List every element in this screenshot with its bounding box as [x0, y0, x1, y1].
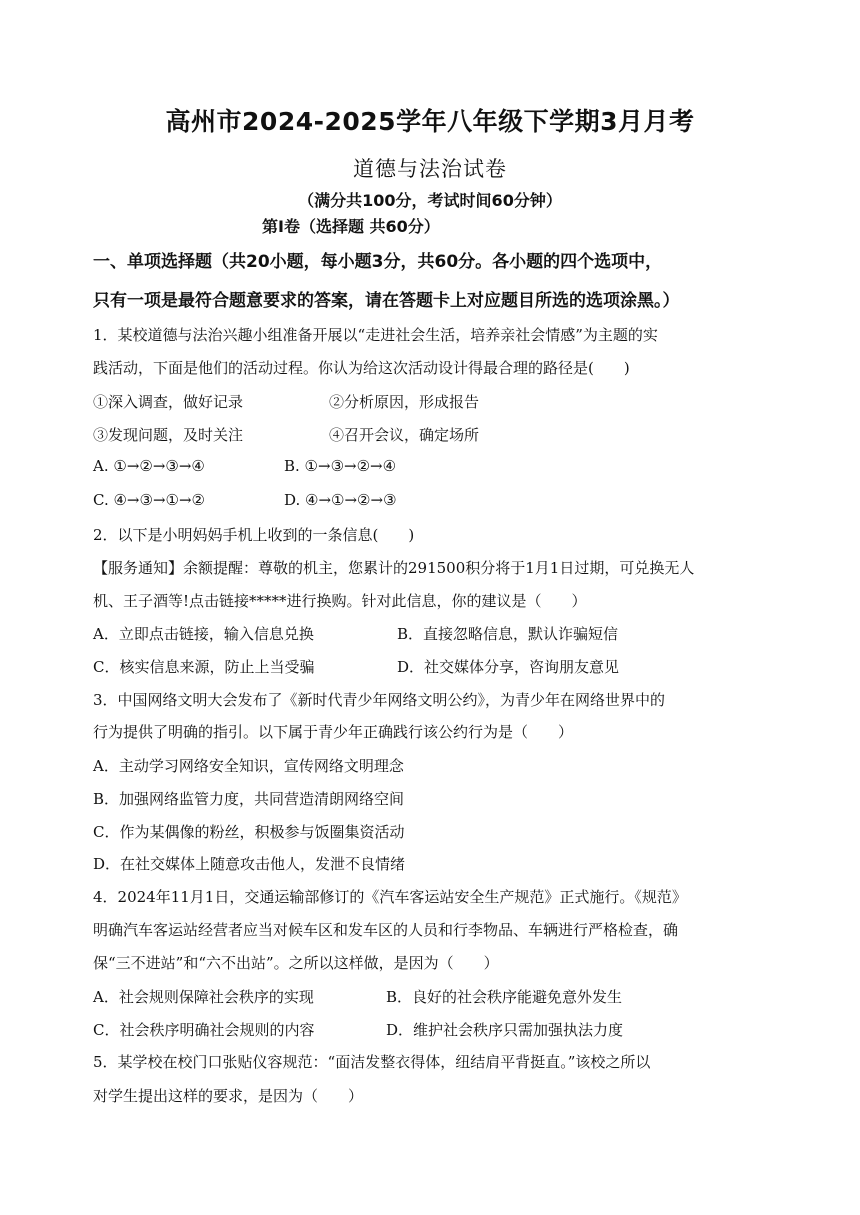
question-3-stem: 3．中国网络文明大会发布了《新时代青少年网络文明公约》，为青少年在网络世界中的: [93, 691, 666, 709]
instruction-line: 只有一项是最符合题意要求的答案，请在答题卡上对应题目所选的选项涂黑。）: [93, 291, 680, 311]
section-label: 第Ⅰ卷（选择题 共60分）: [262, 217, 440, 236]
question-4-option-b: B．良好的社会秩序能避免意外发生: [386, 988, 623, 1006]
question-2-option-a: A．立即点击链接，输入信息兑换: [93, 625, 314, 643]
instruction-line: 一、单项选择题（共20小题，每小题3分，共60分。各小题的四个选项中，: [93, 252, 663, 272]
question-4-stem: 4．2024年11月1日，交通运输部修订的《汽车客运站安全生产规范》正式施行。《规范》: [93, 888, 687, 906]
question-1-option-b: B. ①→③→②→④: [284, 457, 397, 475]
exam-info: （满分共100分，考试时间60分钟）: [298, 191, 562, 210]
question-1-option-a: A. ①→②→③→④: [93, 457, 205, 475]
question-4-stem: 保“三不进站”和“六不出站”。之所以这样做，是因为（ ）: [93, 954, 499, 972]
question-1-item: ②分析原因，形成报告: [329, 393, 480, 411]
exam-subject: 道德与法治试卷: [353, 157, 507, 181]
question-3-option-c: C．作为某偶像的粉丝，积极参与饭圈集资活动: [93, 823, 405, 841]
question-1-option-c: C. ④→③→①→②: [93, 491, 205, 509]
question-1-stem: 1．某校道德与法治兴趣小组准备开展以“走进社会生活，培养亲社会情感”为主题的实: [93, 326, 658, 344]
question-4-option-c: C．社会秩序明确社会规则的内容: [93, 1021, 315, 1039]
question-2-option-c: C．核实信息来源，防止上当受骗: [93, 658, 315, 676]
question-1-option-d: D. ④→①→②→③: [284, 491, 397, 509]
question-2-stem: 机、王子酒等!点击链接*****进行换购。针对此信息，你的建议是（ ）: [93, 592, 587, 610]
question-5-stem: 5．某学校在校门口张贴仪容规范：“面洁发整衣得体，纽结肩平背挺直。”该校之所以: [93, 1053, 651, 1071]
question-4-option-a: A．社会规则保障社会秩序的实现: [93, 988, 314, 1006]
question-2-stem: 2．以下是小明妈妈手机上收到的一条信息( ): [93, 526, 415, 544]
question-1-item: ①深入调查，做好记录: [93, 393, 244, 411]
question-5-stem: 对学生提出这样的要求，是因为（ ）: [93, 1087, 364, 1105]
question-2-stem: 【服务通知】余额提醒：尊敬的机主，您累计的291500积分将于1月1日过期，可兑换无人: [93, 559, 695, 577]
question-3-option-d: D．在社交媒体上随意攻击他人，发泄不良情绪: [93, 855, 406, 873]
exam-title: 高州市2024-2025学年八年级下学期3月月考: [165, 107, 695, 136]
question-1-item: ④召开会议，确定场所: [329, 426, 480, 444]
question-1-stem: 践活动，下面是他们的活动过程。你认为给这次活动设计得最合理的路径是( ): [93, 359, 630, 377]
question-3-option-b: B．加强网络监管力度，共同营造清朗网络空间: [93, 790, 405, 808]
question-3-stem: 行为提供了明确的指引。以下属于青少年正确践行该公约行为是（ ）: [93, 723, 574, 741]
question-2-option-b: B．直接忽略信息，默认诈骗短信: [397, 625, 619, 643]
question-3-option-a: A．主动学习网络安全知识，宣传网络文明理念: [93, 757, 404, 775]
question-1-item: ③发现问题，及时关注: [93, 426, 244, 444]
question-4-stem: 明确汽车客运站经营者应当对候车区和发车区的人员和行李物品、车辆进行严格检查，确: [93, 921, 679, 939]
question-2-option-d: D．社交媒体分享，咨询朋友意见: [397, 658, 620, 676]
question-4-option-d: D．维护社会秩序只需加强执法力度: [386, 1021, 624, 1039]
